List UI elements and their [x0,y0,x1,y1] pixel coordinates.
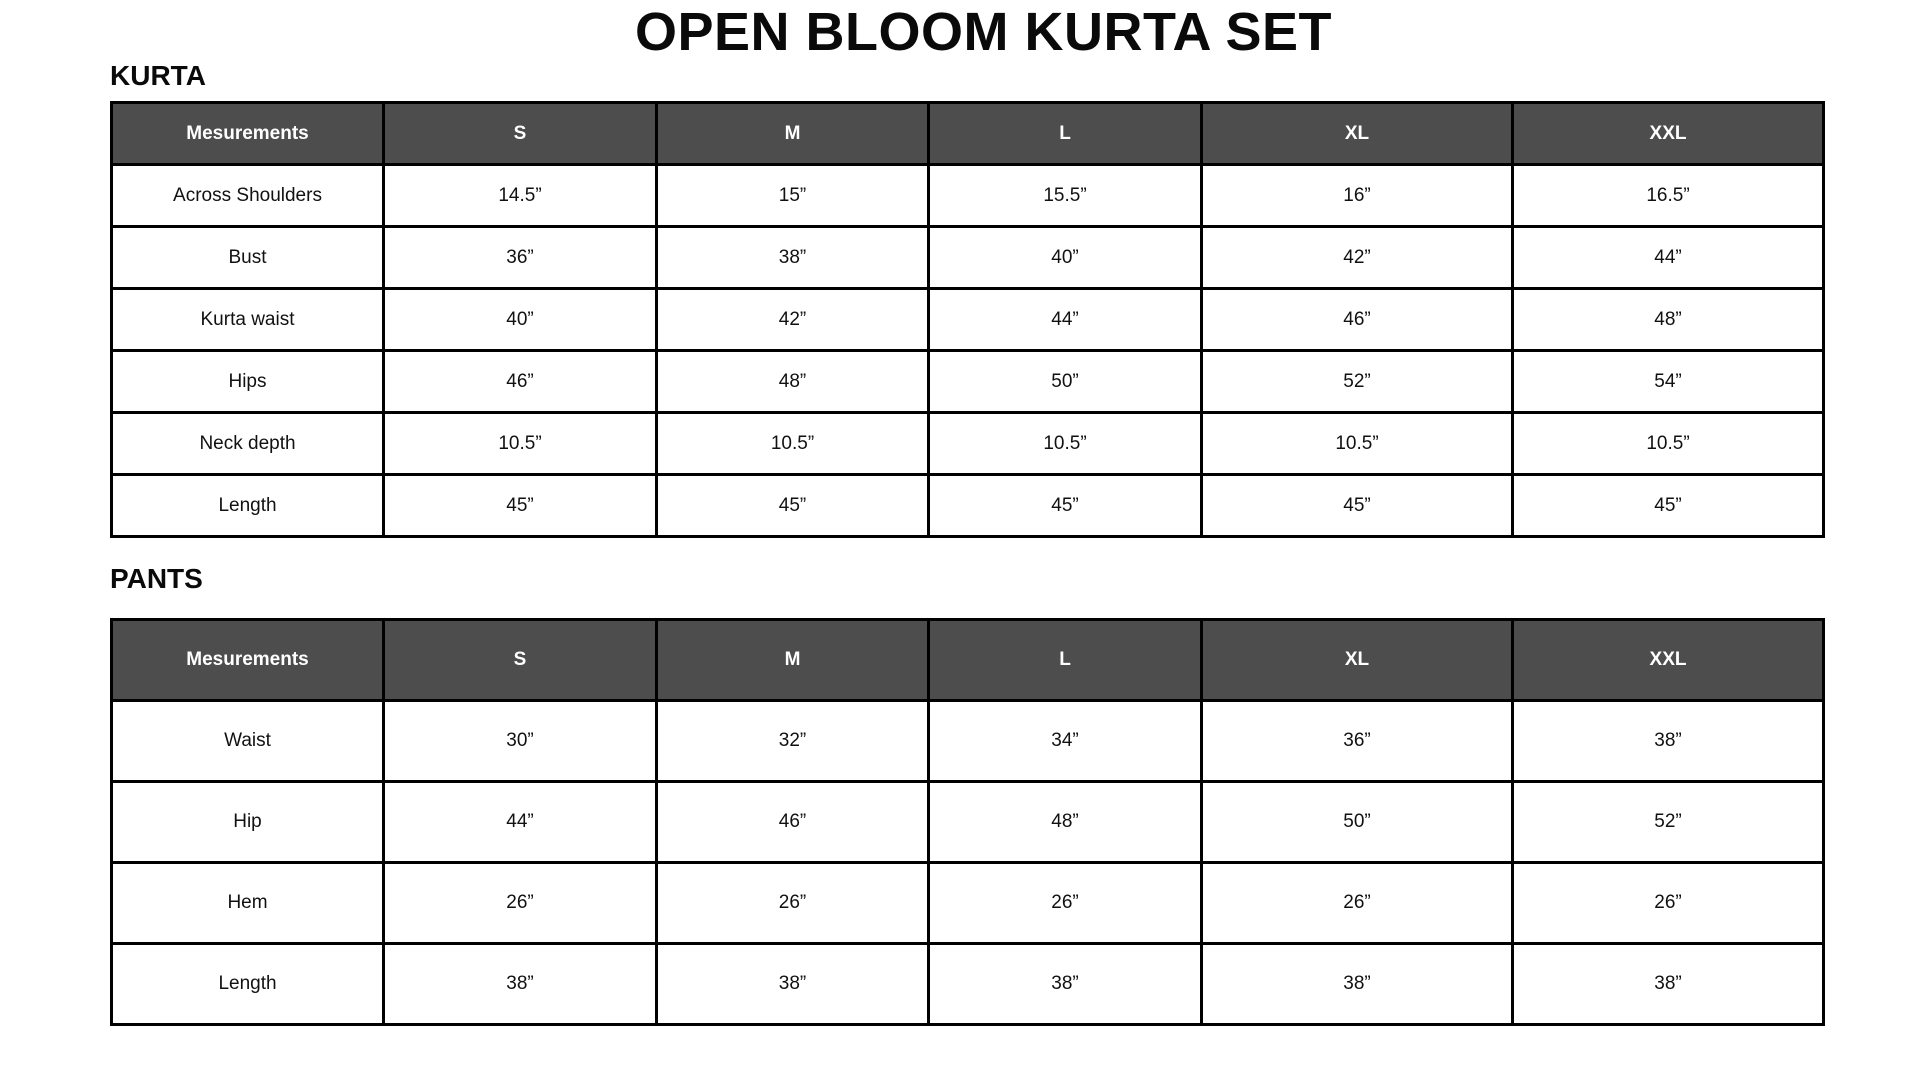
pants-size-table [110,618,1825,1026]
cell-value: 38” [1513,944,1824,1025]
cell-value: 26” [657,863,929,944]
pants-section-title: PANTS [110,563,203,594]
table-row [112,475,1824,537]
column-header-xxl: XXL [1513,103,1824,165]
cell-value: 38” [657,227,929,289]
cell-value: 50” [929,351,1202,413]
cell-value: 14.5” [384,165,657,227]
cell-value: 10.5” [1513,413,1824,475]
cell-value: 30” [384,701,657,782]
row-label: Neck depth [112,413,384,475]
cell-value: 38” [1513,701,1824,782]
cell-value: 48” [657,351,929,413]
cell-value: 52” [1202,351,1513,413]
column-header-m: M [657,103,929,165]
column-header-s: S [384,103,657,165]
cell-value: 10.5” [657,413,929,475]
cell-value: 54” [1513,351,1824,413]
row-label: Hip [112,782,384,863]
cell-value: 10.5” [929,413,1202,475]
kurta-section-title: KURTA [110,60,206,91]
table-header-row [112,103,1824,165]
table-row [112,701,1824,782]
cell-value: 26” [929,863,1202,944]
table-row [112,413,1824,475]
table-row [112,289,1824,351]
cell-value: 45” [384,475,657,537]
table-row [112,782,1824,863]
row-label: Hips [112,351,384,413]
cell-value: 46” [1202,289,1513,351]
cell-value: 26” [384,863,657,944]
cell-value: 42” [1202,227,1513,289]
cell-value: 45” [657,475,929,537]
row-label: Bust [112,227,384,289]
cell-value: 38” [929,944,1202,1025]
cell-value: 10.5” [384,413,657,475]
cell-value: 44” [929,289,1202,351]
table-header-row [112,620,1824,701]
column-header-l: L [929,620,1202,701]
cell-value: 48” [929,782,1202,863]
page-title: OPEN BLOOM KURTA SET [635,2,1332,62]
cell-value: 36” [1202,701,1513,782]
cell-value: 32” [657,701,929,782]
cell-value: 15” [657,165,929,227]
cell-value: 45” [929,475,1202,537]
table-row [112,944,1824,1025]
column-header-l: L [929,103,1202,165]
row-label: Waist [112,701,384,782]
column-header-m: M [657,620,929,701]
cell-value: 10.5” [1202,413,1513,475]
cell-value: 45” [1202,475,1513,537]
cell-value: 46” [657,782,929,863]
kurta-size-table [110,101,1825,538]
column-header-xxl: XXL [1513,620,1824,701]
cell-value: 52” [1513,782,1824,863]
cell-value: 34” [929,701,1202,782]
cell-value: 26” [1513,863,1824,944]
cell-value: 40” [929,227,1202,289]
cell-value: 15.5” [929,165,1202,227]
cell-value: 38” [384,944,657,1025]
cell-value: 26” [1202,863,1513,944]
table-row [112,351,1824,413]
cell-value: 44” [1513,227,1824,289]
cell-value: 50” [1202,782,1513,863]
cell-value: 16.5” [1513,165,1824,227]
row-label: Length [112,944,384,1025]
cell-value: 16” [1202,165,1513,227]
cell-value: 42” [657,289,929,351]
cell-value: 36” [384,227,657,289]
column-header-s: S [384,620,657,701]
column-header-xl: XL [1202,620,1513,701]
column-header-xl: XL [1202,103,1513,165]
cell-value: 38” [1202,944,1513,1025]
table-row [112,863,1824,944]
table-row [112,227,1824,289]
row-label: Kurta waist [112,289,384,351]
cell-value: 38” [657,944,929,1025]
row-label: Across Shoulders [112,165,384,227]
table-row [112,165,1824,227]
cell-value: 44” [384,782,657,863]
cell-value: 46” [384,351,657,413]
cell-value: 48” [1513,289,1824,351]
column-header-measurements: Mesurements [112,103,384,165]
row-label: Hem [112,863,384,944]
row-label: Length [112,475,384,537]
cell-value: 40” [384,289,657,351]
column-header-measurements: Mesurements [112,620,384,701]
cell-value: 45” [1513,475,1824,537]
